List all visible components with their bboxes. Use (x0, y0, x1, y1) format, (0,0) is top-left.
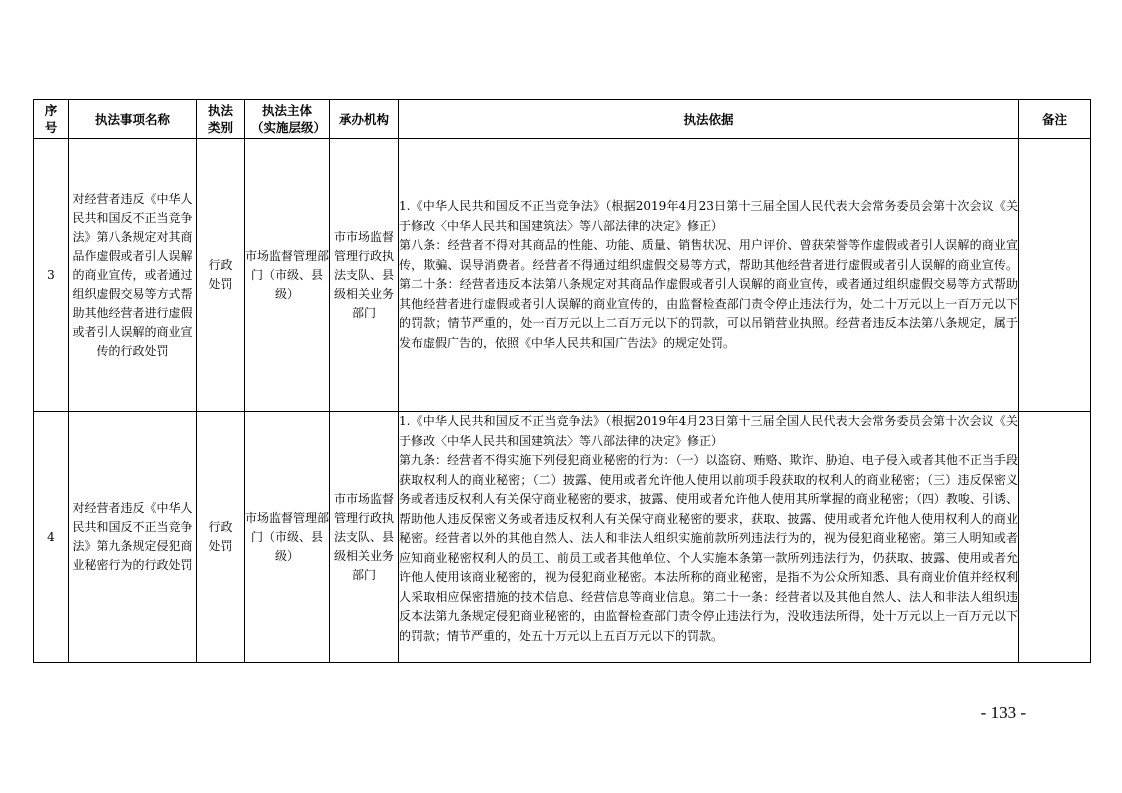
enforcement-items-table (33, 99, 1091, 663)
table-row (34, 139, 1091, 412)
header-category: 执法类别 (197, 100, 245, 139)
row-agency: 市市场监督管理行政执法支队、县级相关业务部门 (330, 139, 399, 412)
header-basis: 执法依据 (399, 100, 1019, 139)
row-basis (399, 412, 1019, 663)
row-basis (399, 139, 1019, 412)
row-item-name: 对经营者违反《中华人民共和国反不正当竞争法》第九条规定侵犯商业秘密行为的行政处罚 (69, 412, 197, 663)
header-item-name: 执法事项名称 (69, 100, 197, 139)
row-subject: 市场监督管理部门（市级、县级） (245, 139, 330, 412)
row-item-name: 对经营者违反《中华人民共和国反不正当竞争法》第八条规定对其商品作虚假或者引人误解的商业宣传，或者通过组织虚假交易等方式帮助其他经营者进行虚假或者引人误解的商业宣传的行政处罚 (69, 139, 197, 412)
row-agency: 市市场监督管理行政执法支队、县级相关业务部门 (330, 412, 399, 663)
page-number: - 133 - (980, 703, 1026, 722)
header-seq: 序号 (34, 100, 69, 139)
row-subject: 市场监督管理部门（市级、县级） (245, 412, 330, 663)
basis-law-title: 1.《中华人民共和国反不正当竞争法》（根据2019年4月23日第十三届全国人民代表大会常务委员会第十次会议《关于修改〈中华人民共和国建筑法〉等八部法律的决定》修正） (399, 199, 1018, 233)
row-seq: 4 (34, 412, 69, 663)
header-subject: 执法主体（实施层级） (245, 100, 330, 139)
header-agency: 承办机构 (330, 100, 399, 139)
table-header-row (34, 100, 1091, 139)
row-seq: 3 (34, 139, 69, 412)
row-category: 行政处罚 (197, 412, 245, 663)
basis-law-text: 第九条：经营者不得实施下列侵犯商业秘密的行为：（一）以盗窃、贿赂、欺诈、胁迫、电子侵入或者其他不正当手段获取权利人的商业秘密；（二）披露、使用或者允许他人使用以前项手段获取的权利人的商业秘密；（三）违反保密义务或者违反权利人有关保守商业秘密的要求，披露、使用或者允许他人使用其所掌握的商业秘密；（四）教唆、引诱、帮助他人违反保密义务或者违反权利人有关保守商业秘密的要求，获取、披露、使用或者允许他人使用权利人的商业秘密。经营者以外的其他自然人、法人和非法人组织实施前款所列违法行为的，视为侵犯商业秘密。第三人明知或者应知商业秘密权利人的员工、前员工或者其他单位、个人实施本条第一款所列违法行为，仍获取、披露、使用或者允许他人使用该商业秘密的，视为侵犯商业秘密。本法所称的商业秘密，是指不为公众所知悉、具有商业价值并经权利人采取相应保密措施的技术信息、经营信息等商业信息。第二十一条：经营者以及其他自然人、法人和非法人组织违反本法第九条规定侵犯商业秘密的，由监督检查部门责令停止违法行为，没收违法所得，处十万元以上一百万元以下的罚款；情节严重的，处五十万元以上五百万元以下的罚款。 (399, 453, 1018, 643)
row-remarks (1019, 412, 1091, 663)
basis-law-text: 第八条：经营者不得对其商品的性能、功能、质量、销售状况、用户评价、曾获荣誉等作虚假或者引人误解的商业宣传，欺骗、误导消费者。经营者不得通过组织虚假交易等方式，帮助其他经营者进行虚假或者引人误解的商业宣传。第二十条：经营者违反本法第八条规定对其商品作虚假或者引人误解的商业宣传，或者通过组织虚假交易等方式帮助其他经营者进行虚假或者引人误解的商业宣传的，由监督检查部门责令停止违法行为，处二十万元以上一百万元以下的罚款；情节严重的，处一百万元以上二百万元以下的罚款，可以吊销营业执照。经营者违反本法第八条规定，属于发布虚假广告的，依照《中华人民共和国广告法》的规定处罚。 (399, 238, 1018, 350)
row-remarks (1019, 139, 1091, 412)
table-row (34, 412, 1091, 663)
row-category: 行政处罚 (197, 139, 245, 412)
header-remarks: 备注 (1019, 100, 1091, 139)
basis-law-title: 1.《中华人民共和国反不正当竞争法》（根据2019年4月23日第十三届全国人民代表大会常务委员会第十次会议《关于修改〈中华人民共和国建筑法〉等八部法律的决定》修正） (399, 414, 1018, 448)
